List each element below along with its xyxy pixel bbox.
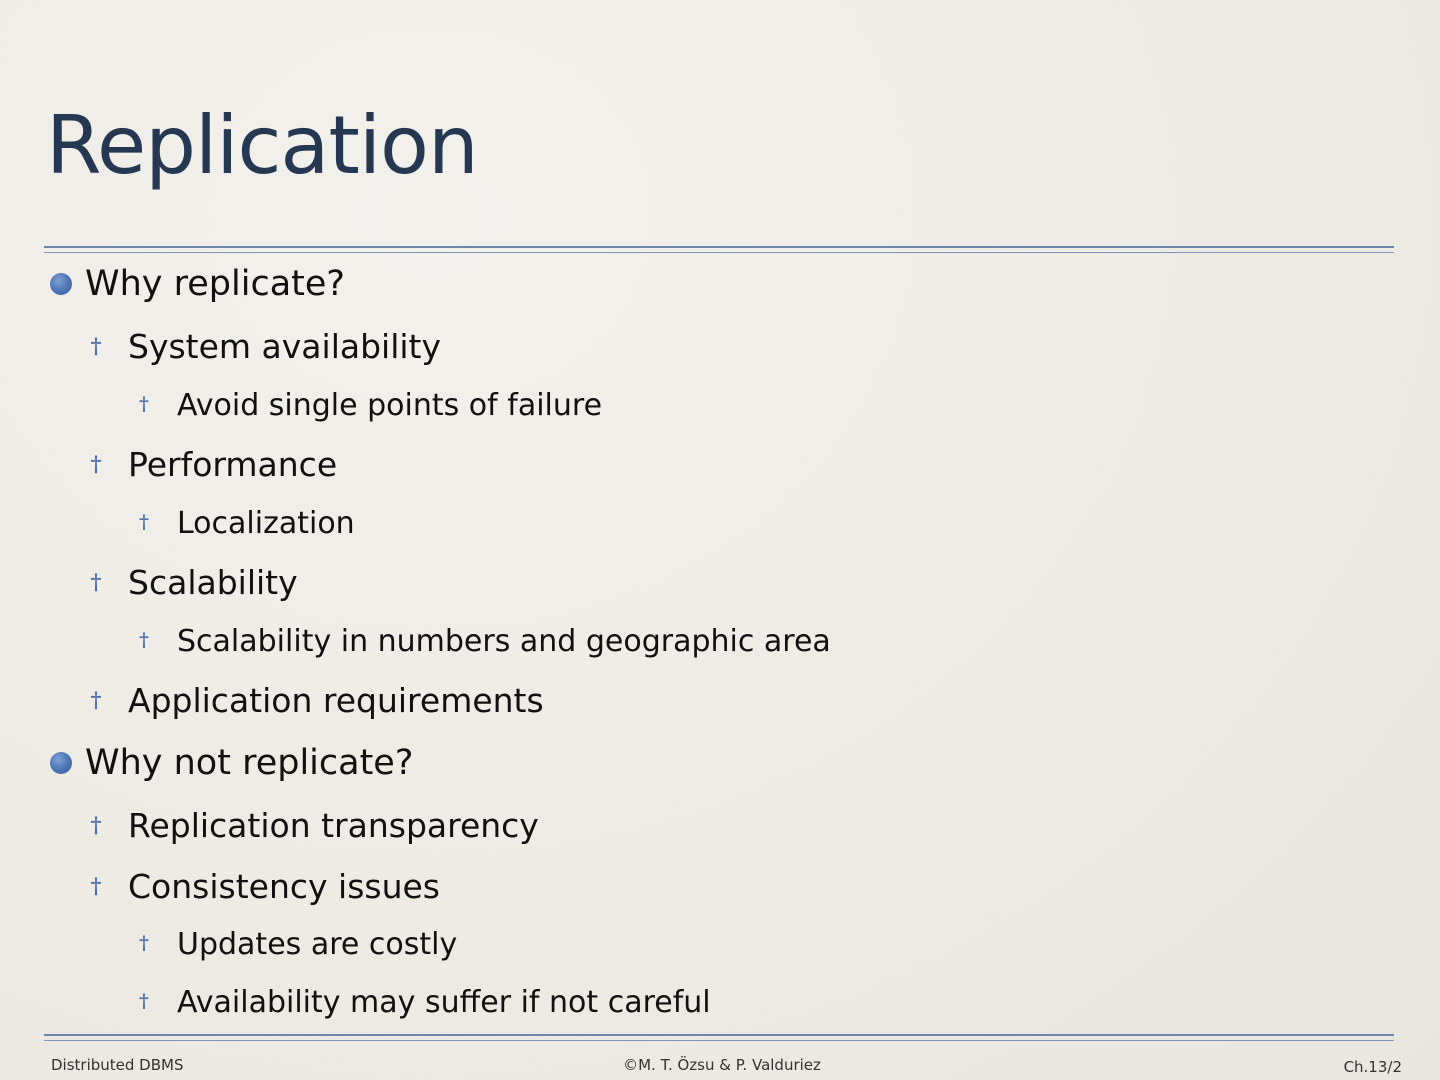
dagger-bullet-icon: † [139, 990, 149, 1012]
footer-course-name: Distributed DBMS [51, 1056, 184, 1074]
footer-rule-bottom [44, 1040, 1394, 1041]
bullet-avoid-single-points: Avoid single points of failure [177, 388, 603, 423]
bullet-system-availability: System availability [128, 327, 442, 366]
footer-page-number: Ch.13/2 [1343, 1058, 1402, 1076]
dagger-bullet-icon: † [90, 687, 102, 712]
bullet-why-not-replicate: Why not replicate? [85, 743, 414, 783]
bullet-why-replicate: Why replicate? [85, 264, 345, 304]
dagger-bullet-icon: † [90, 873, 102, 898]
bullet-consistency-issues: Consistency issues [128, 867, 440, 906]
dagger-bullet-icon: † [90, 451, 102, 476]
title-rule-bottom [44, 252, 1394, 253]
dagger-bullet-icon: † [90, 569, 102, 594]
footer-rule-top [44, 1034, 1394, 1036]
bullet-dot-icon [50, 273, 72, 295]
bullet-updates-costly: Updates are costly [177, 927, 458, 962]
dagger-bullet-icon: † [139, 393, 149, 415]
bullet-localization: Localization [177, 506, 355, 541]
bullet-availability-may-suffer: Availability may suffer if not careful [177, 985, 711, 1020]
bullet-application-requirements: Application requirements [128, 681, 544, 720]
bullet-performance: Performance [128, 445, 338, 484]
bullet-dot-icon [50, 752, 72, 774]
dagger-bullet-icon: † [139, 511, 149, 533]
title-rule-top [44, 246, 1394, 248]
dagger-bullet-icon: † [90, 812, 102, 837]
bullet-scalability-numbers: Scalability in numbers and geographic area [177, 624, 831, 659]
dagger-bullet-icon: † [90, 333, 102, 358]
dagger-bullet-icon: † [139, 629, 149, 651]
bullet-scalability: Scalability [128, 563, 298, 602]
dagger-bullet-icon: † [139, 932, 149, 954]
footer-copyright: ©M. T. Özsu & P. Valduriez [623, 1056, 821, 1074]
bullet-replication-transparency: Replication transparency [128, 806, 539, 845]
slide-title: Replication [46, 99, 478, 192]
